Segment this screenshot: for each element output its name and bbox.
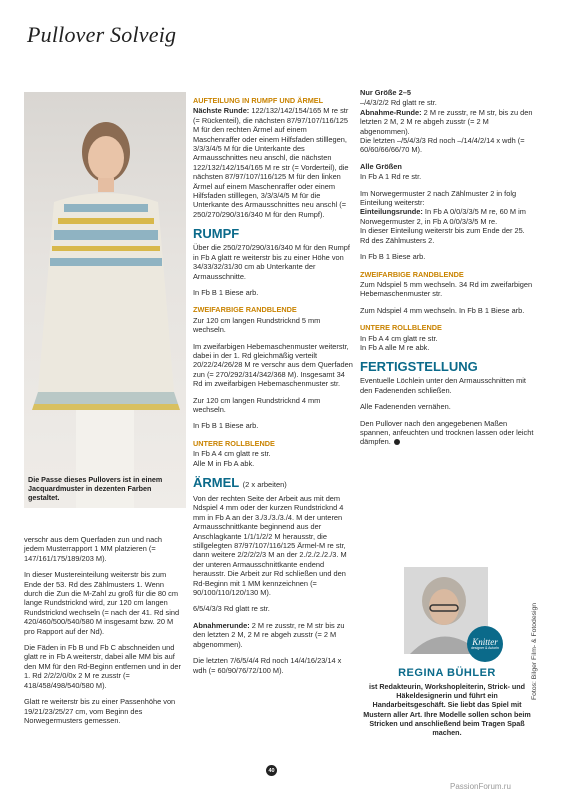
watermark: PassionForum.ru (450, 782, 511, 791)
paragraph: Zur 120 cm langen Rundstricknd 5 mm wechseln. (193, 315, 321, 335)
paragraph: Über die 250/270/290/316/340 M für den Rumpf in Fb A glatt re weiterstr bis zu einer Höhe von 34/33/32/31/30 cm ab Unterkante der Armausschnitte. (193, 243, 350, 281)
line: In Fb A alle M re abk. (360, 342, 430, 352)
paragraph: In dieser Mustereinteilung weiterstr bis zum Ende der 53. Rd des Zählmusters 1. Wenn durch die Zun die M-Zahl zu groß für die 80 cm lange Rundstricknd wird, zur 120 cm langen Rundstricknd wechseln (= nach der 41. Rd sind 420/460/500/540/580 M insgesamt bzw. 20 M pro Rapport auf der Nd). (24, 570, 180, 636)
paragraph (360, 334, 536, 353)
step-label: Einteilungsrunde: (360, 207, 423, 217)
column-middle (193, 88, 353, 682)
paragraph: Zum Ndspiel 4 mm wechseln. In Fb B 1 Biese arb. (360, 305, 525, 315)
paragraph: In Fb B 1 Biese arb. (360, 252, 426, 262)
paragraph: Von der rechten Seite der Arbeit aus mit dem Ndspiel 4 mm oder der kurzen Rundstricknd 4 mm in Fb A an der 3./3./3./3./4. M der unteren Armausschnittkante beginnend aus der Anschlagkante 1/1/1/2/2 M herausstr, die stillgelegten 87/97/107/116/125 Ärmel-M re str, dann weitere 2/2/2/2/3 M an der 2./2./2./2./3. M der unteren Armausschnittkante endend herausstr. Die Arbeit zur Rd schließen und den Rd-Beginn mit 1 MM kennzeichnen (= 90/100/110/120/130 M). (193, 494, 347, 598)
heading-note: (2 x arbeiten) (242, 480, 287, 489)
column-right (360, 88, 536, 454)
step-label: Abnahme-Runde: (360, 107, 422, 117)
paragraph: Zur 120 cm langen Rundstricknd 4 mm wechseln. (193, 395, 321, 414)
paragraph: In dieser Einteilung weiterstr bis zum Ende der 25. Rd des Zählmusters 2. (360, 226, 525, 245)
paragraph: Die letzten –/5/4/3/3 Rd noch –/14/4/2/14 x wdh (= 60/60/66/66/70 M). (360, 136, 525, 155)
section-heading: AUFTEILUNG IN RUMPF UND ÄRMEL (193, 96, 324, 105)
page-number: 40 (266, 765, 277, 776)
badge-main: Knitter (472, 637, 498, 647)
paragraph: Glatt re weiterstr bis zu einer Passenhöhe von 19/21/23/25/27 cm, vom Beginn des Norwegermusters gemessen. (24, 697, 176, 725)
step-label: Nächste Runde: (193, 106, 250, 116)
page-title: Pullover Solveig (27, 22, 177, 47)
line: In Fb A 4 cm glatt re str. (193, 449, 271, 459)
section-heading: UNTERE ROLLBLENDE (193, 438, 275, 448)
paragraph: Zum Ndspiel 5 mm wechseln. 34 Rd im zweifarbigen Hebemaschenmuster str. (360, 279, 533, 299)
line: In Fb A 4 cm glatt re str. (360, 333, 438, 343)
step-text: 2 M re zusstr, re M str, bis zu den letzten 2 M, 2 M re abgeh zusstr (= 2 M abgenommen). (360, 107, 533, 136)
paragraph: Im zweifarbigen Hebemaschenmuster weiterstr, dabei in der 1. Rd gleichmäßig verteilt 20/22/24/26/28 M re verschr aus dem Querfaden zun (= 270/292/314/342/368 M). Insgesamt 34 Rd im zweifarbigen Hebemaschenmuster str. (193, 341, 353, 389)
end-mark-icon (394, 439, 400, 445)
section-heading (193, 475, 353, 492)
paragraph: 6/5/4/3/3 Rd glatt re str. (193, 604, 270, 614)
paragraph (360, 108, 536, 136)
step-text: In Fb A 0/0/3/3/5 M re, 60 M im Norwegermuster 2, in Fb A 0/0/3/3/5 M re. (360, 207, 526, 226)
paragraph: In Fb B 1 Biese arb. (193, 421, 259, 431)
paragraph: In Fb B 1 Biese arb. (193, 287, 259, 297)
photo-caption: Die Passe dieses Pullovers ist in einem Jacquardmuster in dezenten Farben gestaltet. (28, 475, 163, 502)
heading-text: ÄRMEL (193, 475, 239, 490)
subsection-heading: Nur Größe 2–5 (360, 88, 411, 97)
author-name: REGINA BÜHLER (398, 667, 496, 679)
model-photo (24, 92, 186, 508)
section-heading: ZWEIFARBIGE RANDBLENDE (360, 269, 464, 279)
paragraph: verschr aus dem Querfaden zun und nach jedem Musterrapport 1 MM platzieren (= 147/161/175/189/203 M). (24, 535, 163, 563)
badge-sub: designer & Autorin (471, 646, 499, 650)
paragraph: Alle Fadenenden vernähen. (360, 402, 451, 412)
photo-credits: Fotos: Bilger Film- & Fotodesign (531, 602, 538, 700)
paragraph: In Fb A 1 Rd re str. (360, 172, 422, 182)
step-text: 2 M re zusstr, re M str bis zu den letzten 2 M, 2 M re abgeh zusstr (= 2 M abgenommen). (193, 620, 345, 649)
paragraph (360, 419, 536, 447)
knitter-badge (467, 626, 503, 662)
paragraph (193, 621, 353, 649)
paragraph: –/4/3/2/2 Rd glatt re str. (360, 98, 437, 108)
paragraph: Die Fäden in Fb B und Fb C abschneiden und glatt re in Fb A weiterstr, dabei alle MM bis auf den MM für den Rd-Beginn entfernen und in der 1. Rd 2/2/2/0/0x 2 M re zusstr (= 418/458/498/540/580 M). (24, 643, 181, 690)
pullover-illustration (24, 92, 186, 508)
paragraph-text: Den Pullover nach den angegebenen Maßen spannen, anfeuchten und trocknen lassen oder leicht dämpfen. (360, 418, 534, 447)
paragraph (193, 106, 353, 219)
paragraph: Im Norwegermuster 2 nach Zählmuster 2 in folg Einteilung weiterstr: (360, 188, 517, 208)
line: Alle M in Fb A abk. (193, 458, 255, 468)
column-left (24, 535, 182, 732)
paragraph (193, 449, 353, 468)
paragraph: Die letzten 7/6/5/4/4 Rd noch 14/4/16/23/14 x wdh (= 60/90/76/72/100 M). (193, 656, 342, 675)
step-text: 122/132/142/154/165 M re str (= Rückenteil), die nächsten 87/97/107/116/125 M für den rechten Ärmel auf einem Maschenraffer oder einem Hilfsfaden stilllegen, 3/3/3/4/5 M für die Unterkante des Armausschnittes neu anschl, die nächsten 122/132/142/154/165 M re str (= Vorderteil), die nächsten 87/97/107/116/125 M für den linken Ärmel auf einem Maschenraffer oder einem Hilfsfaden stilllegen, 3/3/3/4/5 M für die Unterkante des Armausschnittes neu anschl (= 250/270/290/316/340 M für den Rumpf). (193, 106, 349, 219)
paragraph: Eventuelle Löchlein unter den Armausschnitten mit den Fadenenden schließen. (360, 376, 526, 395)
paragraph (360, 207, 536, 226)
subsection-heading: Alle Größen (360, 161, 402, 171)
author-bio: ist Redakteurin, Workshopleiterin, Strick- und Häkeldesignerin und führt ein Handarbeitsgeschäft. Sie liebt das Spiel mit Mustern aller Art. Ihre Modelle sollen schon beim Stricken und anschließend beim Tragen Spaß machen. (363, 682, 531, 738)
section-heading: UNTERE ROLLBLENDE (360, 323, 442, 333)
section-heading: FERTIGSTELLUNG (360, 359, 478, 375)
section-heading: ZWEIFARBIGE RANDBLENDE (193, 305, 297, 315)
section-heading: RUMPF (193, 226, 240, 242)
step-label: Abnahmerunde: (193, 620, 250, 630)
